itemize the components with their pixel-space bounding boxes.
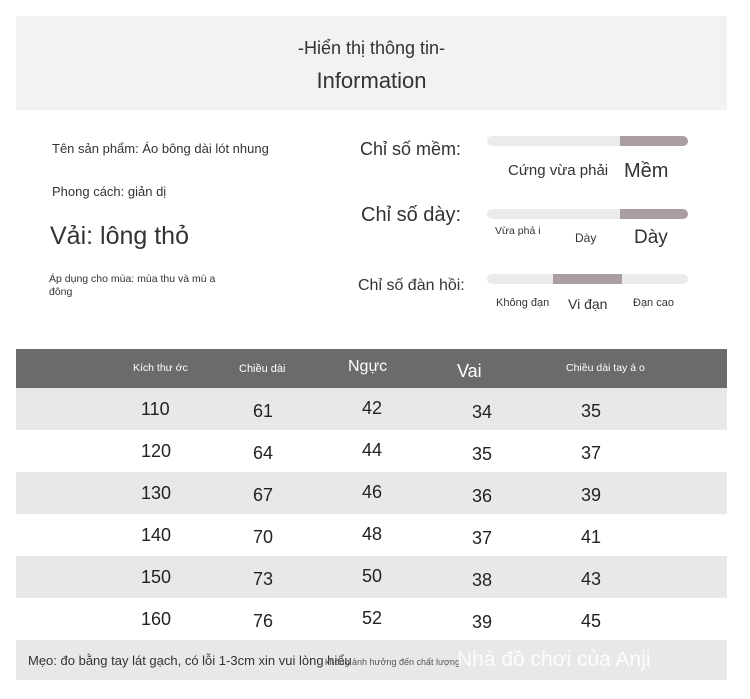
cell-length: 70: [253, 526, 274, 547]
cell-size: 110: [141, 398, 170, 419]
cell-chest: 50: [362, 565, 383, 586]
softness-bar-fill: [620, 136, 688, 146]
header-length: Chiều dài: [239, 362, 286, 375]
header-chest: Ngực: [348, 357, 388, 375]
cell-chest: 52: [362, 607, 383, 628]
cell-sleeve: 43: [581, 568, 602, 589]
cell-sleeve: 45: [581, 610, 602, 631]
softness-label-medium: Cứng vừa phải: [508, 162, 609, 179]
thickness-bar-fill: [620, 209, 688, 219]
elasticity-bar: [487, 274, 688, 284]
cell-shoulder: 36: [472, 485, 493, 506]
info-header: [16, 16, 727, 110]
cell-chest: 42: [362, 397, 383, 418]
cell-sleeve: 39: [581, 484, 602, 505]
table-row: [16, 556, 727, 598]
cell-length: 64: [253, 442, 274, 463]
note-small-text: không ảnh hưởng đến chất lượng: [325, 657, 460, 667]
elasticity-title: Chỉ số đàn hồi:: [358, 277, 465, 294]
thickness-label-thick: Dày: [575, 231, 597, 245]
cell-sleeve: 41: [581, 526, 602, 547]
cell-length: 73: [253, 568, 274, 589]
thickness-title: Chỉ số dày:: [361, 204, 462, 226]
cell-shoulder: 34: [472, 401, 493, 422]
table-row: [16, 514, 727, 556]
elasticity-label-none: Không đạn: [496, 297, 550, 309]
table-row: [16, 430, 727, 472]
cell-shoulder: 37: [472, 527, 493, 548]
header-sleeve: Chiều dài tay á o: [566, 362, 645, 374]
table-row: [16, 598, 727, 640]
cell-size: 130: [141, 482, 172, 503]
elasticity-bar-fill: [553, 274, 621, 284]
header-title-vi: -Hiển thị thông tin-: [297, 38, 446, 58]
cell-length: 61: [253, 400, 274, 421]
cell-size: 140: [141, 524, 172, 545]
cell-size: 160: [141, 608, 172, 629]
cell-chest: 46: [362, 481, 383, 502]
header-shoulder: Vai: [457, 361, 482, 381]
softness-title: Chỉ số mềm:: [360, 139, 462, 159]
product-season: Áp dụng cho mùa: mùa thu và mù a đông: [49, 273, 216, 298]
elasticity-label-high: Đạn cao: [633, 297, 674, 309]
thickness-bar: [487, 209, 688, 219]
product-name: Tên sản phẩm: Áo bông dài lót nhung: [52, 141, 269, 156]
thickness-label-thick-large: Dày: [634, 227, 668, 248]
softness-label-soft: Mềm: [624, 160, 669, 182]
softness-bar: [487, 136, 688, 146]
cell-sleeve: 35: [581, 400, 602, 421]
measurement-note: [16, 640, 727, 680]
product-fabric: Vải: lông thỏ: [50, 222, 189, 250]
table-row: [16, 472, 727, 514]
shop-watermark: Nhà đồ chơi của Anji: [457, 648, 651, 671]
cell-shoulder: 38: [472, 569, 493, 590]
thickness-label-medium: Vừa phả i: [495, 225, 541, 237]
cell-sleeve: 37: [581, 442, 602, 463]
cell-length: 76: [253, 610, 274, 631]
cell-shoulder: 35: [472, 443, 493, 464]
size-table-header: [16, 349, 727, 388]
cell-shoulder: 39: [472, 611, 493, 632]
header-title-en: Information: [316, 68, 427, 93]
header-size: Kích thư ớc: [133, 362, 188, 374]
size-table: [16, 349, 727, 640]
elasticity-label-slight: Vi đạn: [568, 296, 608, 312]
product-style: Phong cách: giản dị: [52, 184, 167, 199]
table-row: [16, 388, 727, 430]
cell-length: 67: [253, 484, 274, 505]
cell-size: 120: [141, 440, 172, 461]
cell-chest: 48: [362, 523, 383, 544]
note-text: Mẹo: đo bằng tay lát gạch, có lỗi 1-3cm xin vui lòng hiểu: [28, 653, 352, 668]
cell-chest: 44: [362, 439, 383, 460]
cell-size: 150: [141, 566, 172, 587]
